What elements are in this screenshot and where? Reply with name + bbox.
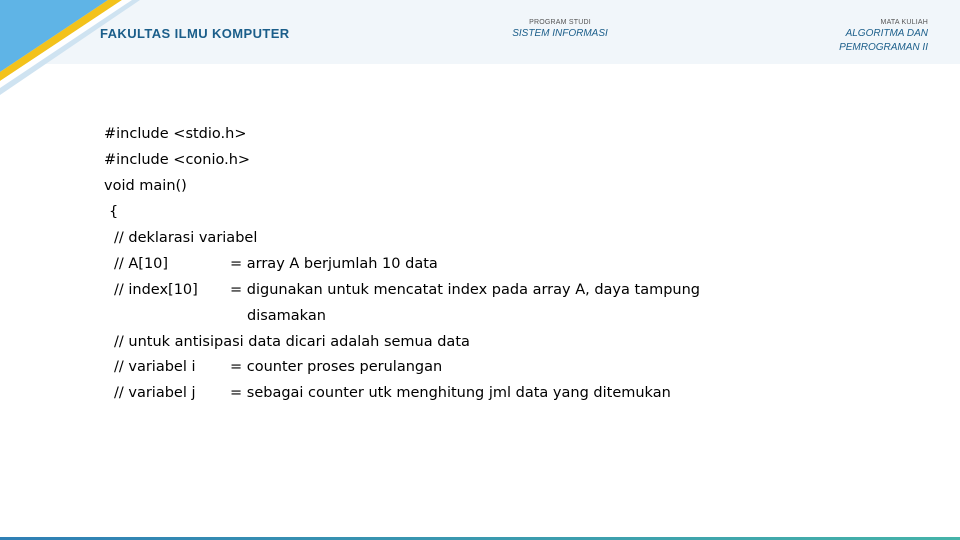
course-label: MATA KULIAH: [880, 19, 928, 26]
code-line-comment-var-i-desc: = counter proses perulangan: [230, 359, 443, 375]
code-line-comment-var-i: // variabel i: [114, 359, 196, 375]
course-value-line1: ALGORITMA DAN: [845, 28, 928, 39]
code-line-open-brace: {: [109, 204, 119, 220]
code-line-comment-var-j: // variabel j: [114, 385, 196, 401]
code-line-include-conio: #include <conio.h>: [104, 152, 251, 168]
code-line-comment-index-desc: = digunakan untuk mencatat index pada array A, daya tampung: [230, 282, 700, 298]
code-line-include-stdio: #include <stdio.h>: [104, 126, 247, 142]
course-value-line2: PEMROGRAMAN II: [839, 42, 928, 53]
code-line-comment-index-desc-cont: disamakan: [247, 308, 326, 324]
code-line-comment-array-a-desc: = array A berjumlah 10 data: [230, 256, 438, 272]
code-line-comment-array-a: // A[10]: [114, 256, 169, 272]
code-line-comment-index: // index[10]: [114, 282, 198, 298]
code-line-comment-anticipation: // untuk antisipasi data dicari adalah semua data: [114, 334, 470, 350]
code-line-void-main: void main(): [104, 178, 187, 194]
faculty-title: FAKULTAS ILMU KOMPUTER: [100, 26, 290, 41]
program-value: SISTEM INFORMASI: [512, 28, 608, 39]
code-line-comment-declaration: // deklarasi variabel: [114, 230, 258, 246]
program-label: PROGRAM STUDI: [529, 19, 591, 26]
code-line-comment-var-j-desc: = sebagai counter utk menghitung jml data yang ditemukan: [230, 385, 671, 401]
